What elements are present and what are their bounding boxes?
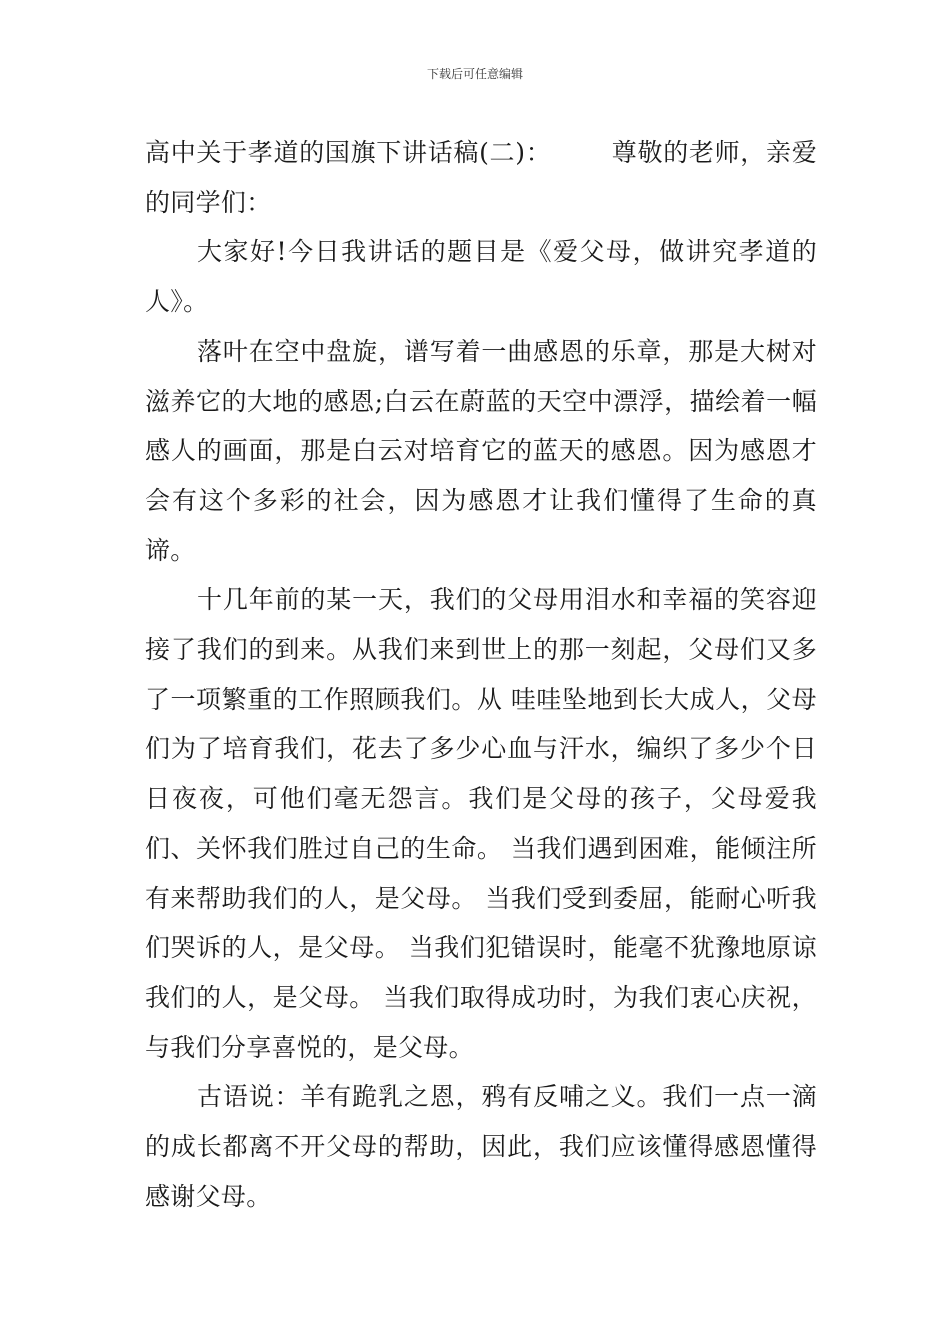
salutation: 尊敬的老师，亲爱的同学们： [145, 138, 818, 217]
paragraph-3: 十几年前的某一天，我们的父母用泪水和幸福的笑容迎接了我们的到来。从我们来到世上的那一刻起，父母们又多了一项繁重的工作照顾我们。从 哇哇坠地到长大成人，父母们为了培育我们，花去了多少心血与汗水，编织了多少个日日夜夜，可他们毫无怨言。我们是父母的孩子，父母爱我们、关怀我们胜过自己的生命。 当我们遇到困难，能倾注所有来帮助我们的人，是父母。 当我们受到委屈，能耐心听我们哭诉的人，是父母。 当我们犯错误时，能毫不犹豫地原谅我们的人，是父母。 当我们取得成功时，为我们衷心庆祝，与我们分享喜悦的，是父母。 [145, 585, 817, 1062]
paragraph-4: 古语说：羊有跪乳之恩，鸦有反哺之义。我们一点一滴的成长都离不开父母的帮助，因此，我们应该懂得感恩懂得感谢父母。 [145, 1082, 817, 1211]
paragraph-1: 大家好!今日我讲话的题目是《爱父母，做讲究孝道的人》。 [145, 237, 817, 317]
paragraph-2: 落叶在空中盘旋，谱写着一曲感恩的乐章，那是大树对滋养它的大地的感恩;白云在蔚蓝的天空中漂浮，描绘着一幅感人的画面，那是白云对培育它的蓝天的感恩。因为感恩才会有这个多彩的社会，因为感恩才让我们懂得了生命的真谛。 [145, 336, 817, 565]
document-title: 高中关于孝道的国旗下讲话稿(二)： [145, 138, 552, 167]
page-header: 下载后可任意编辑 [426, 67, 523, 81]
title-paragraph [145, 128, 817, 227]
document-body [145, 128, 817, 1221]
